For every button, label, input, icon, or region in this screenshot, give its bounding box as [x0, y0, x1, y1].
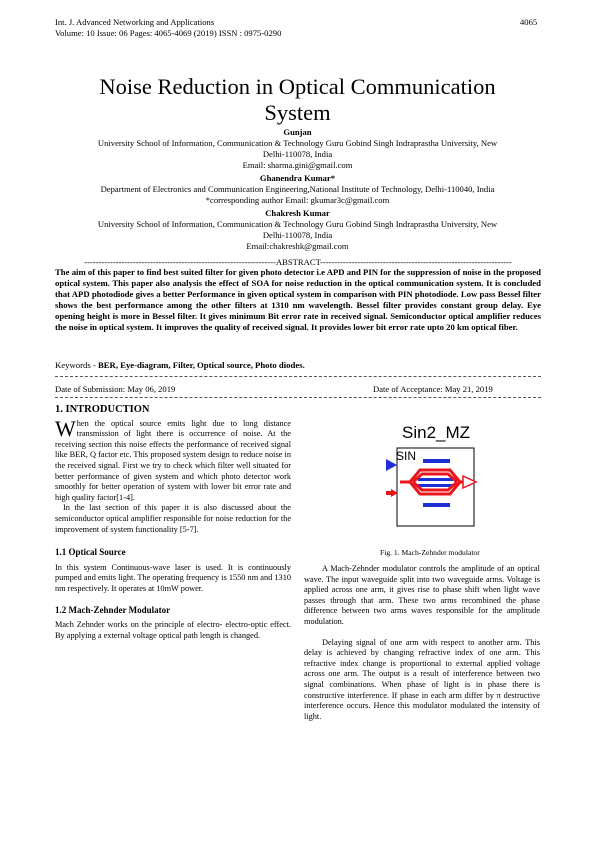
- intro-paragraph-1: When the optical source emits light due to long distance transmission of light there is occurrence of noise. At the receiving section this noise effects the performance of received signal like BER, Q factor etc. This proposed system design to reduce noise in the received signal. First we try to check which filter well situated for better performance of given system and which photo detector work smoothly for better operation of system with lower bit error rate and high quality factor[1-4].: [55, 415, 291, 502]
- electrode-mid-1: [418, 478, 453, 481]
- author-affiliation: Department of Electronics and Communication Engineering,National Institute of Technology, Delhi-110040, India: [100, 184, 495, 194]
- electrode-bottom: [423, 503, 450, 507]
- mach-zehnder-text: Mach Zehnder works on the principle of electro- electro-optic effect. By applying a external voltage optical path length is changed.: [55, 620, 291, 640]
- title-line-1: Noise Reduction in Optical Communication: [99, 74, 496, 99]
- date-submission: Date of Submission: May 06, 2019: [55, 384, 176, 394]
- author-name: Chakresh Kumar: [265, 208, 330, 218]
- author-affiliation: University School of Information, Communication & Technology Guru Gobind Singh Indraprastha University, New: [97, 138, 498, 148]
- right-column: [304, 564, 540, 722]
- section-heading-mach-zehnder: 1.2 Mach-Zehnder Modulator: [55, 604, 171, 615]
- author-email: Email: sharma.gini@gmail.com: [242, 160, 353, 170]
- journal-name: Int. J. Advanced Networking and Applications: [55, 17, 215, 27]
- author-block-1: [40, 127, 555, 171]
- abstract-heading: -------------------------------------------------------------------ABSTRACT-------------------------------------------------------------------: [84, 257, 512, 267]
- divider: [55, 397, 541, 398]
- author-name: Ghanendra Kumar*: [259, 173, 336, 183]
- keywords: [55, 360, 305, 371]
- author-affiliation: Delhi-110078, India: [262, 149, 333, 159]
- paper-title: [40, 74, 555, 126]
- input-port-red-stub: [386, 491, 391, 495]
- page-number: 4065: [520, 17, 538, 27]
- right-paragraph-1: A Mach-Zehnder modulator controls the amplitude of an optical wave. The input waveguide split into two waveguide arms. Voltage is applied across one arm, it gives rise to phase shift when light wave passes through that arm. These two arms recombined the phase difference between two arms waves responsible for the amplitude modulation.: [304, 564, 540, 626]
- author-block-3: [40, 208, 555, 252]
- port-label: SIN: [396, 449, 417, 463]
- drop-cap: W: [55, 415, 76, 441]
- right-paragraph-2: Delaying signal of one arm with respect to another arm. This delay is achieved by changing refractive index of one arm. This refractive index change is proportional to external applied voltage across one arm. The output is a result of interference between two signal combinations. When phase of light is in phase there is constructive interference. If phase in each arm differ by π destructive interference occurs. Hence this modulator modulated the intensity of light.: [304, 637, 540, 721]
- author-affiliation: Delhi-110078, India: [262, 230, 333, 240]
- mach-zehnder-block-diagram: [380, 418, 490, 538]
- block-label: Sin2_MZ: [402, 423, 471, 442]
- section-heading-optical-source: 1.1 Optical Source: [55, 547, 126, 558]
- electrode-top: [423, 459, 450, 463]
- figure-caption: Fig. 1. Mach-Zehnder modulator: [380, 548, 480, 557]
- title-line-2: System: [264, 100, 331, 125]
- section-heading-introduction: 1. INTRODUCTION: [55, 404, 150, 415]
- author-name: Gunjan: [283, 127, 312, 137]
- electrode-mid-2: [418, 484, 453, 487]
- intro-paragraph-2: In the last section of this paper it is also discussed about the semiconductor optical amplifier responsible for noise reduction for the improvement of system functionality [5-7].: [55, 503, 291, 534]
- divider: [55, 376, 541, 377]
- left-column: [55, 405, 291, 641]
- author-block-2: [40, 173, 555, 206]
- keywords-list: BER, Eye-diagram, Filter, Optical source, Photo diodes.: [97, 360, 305, 370]
- abstract-text: The aim of this paper to find best suited filter for given photo detector i.e APD and PIN for the suppression of noise in the proposed optical system. This paper also analysis the effect of SOA for noise reduction in the optical communication system. It is concluded that APD photodiode gives a better Performance in given optical system in comparison with PIN photodiode. Low pass Bessel filter shows the best performance among the other filters at 1310 nm wavelength. Bessel filter provides constant group delay. Eye opening height is more in Bessel filter. It gives minimum Bit error rate in received signal. Semiconductor optical amplifier reduces the noise in optical system. It improves the quality of received signal. It provides lower bit error rate upto 20 km optical fiber.: [55, 267, 541, 332]
- author-email: Email:chakreshk@gmail.com: [246, 241, 349, 251]
- mach-zehnder-figure: [380, 418, 490, 538]
- journal-volume: Volume: 10 Issue: 06 Pages: 4065-4069 (2019) ISSN : 0975-0290: [55, 28, 282, 38]
- author-affiliation: University School of Information, Communication & Technology Guru Gobind Singh Indraprastha University, New: [97, 219, 498, 229]
- date-acceptance: Date of Acceptance: May 21, 2019: [373, 384, 493, 394]
- keywords-label: Keywords -: [55, 360, 98, 370]
- optical-source-text: In this system Continuous-wave laser is used. It is continuously pumped and emits light. The operating frequency is 1550 nm and 1310 nm respectively. It operates at 10mW power.: [55, 562, 291, 593]
- author-email: *corresponding author Email: gkumar3c@gmail.com: [205, 195, 390, 205]
